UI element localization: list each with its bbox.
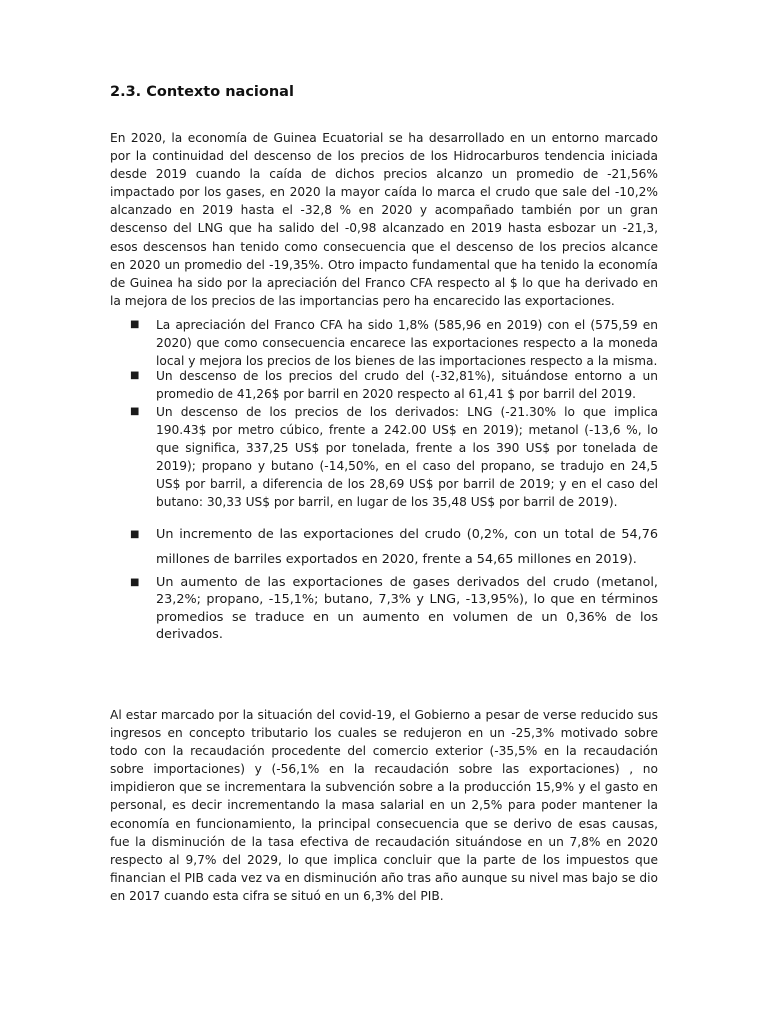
bullet-list [128,367,658,403]
bullet-square-icon: ■ [130,319,140,330]
list-item [128,523,658,572]
section-heading: 2.3. Contexto nacional [110,84,294,100]
list-item-text: La apreciación del Franco CFA ha sido 1,8% (585,96 en 2019) con el (575,59 en 2020) que como consecuencia encarece las exportaciones respecto a la moneda local y mejora los precios de los bienes de las importaciones respecto a la misma. [156,318,658,369]
bullet-list [128,316,658,370]
bullet-list [128,574,658,643]
bullet-list [128,403,658,512]
bullet-square-icon: ■ [130,577,140,588]
list-item [128,574,658,643]
list-item-text: Un descenso de los precios de los derivados: LNG (-21.30% lo que implica 190.43$ por metro cúbico, frente a 242.00 US$ en 2019); metanol (-13,6 %, lo que significa, 337,25 US$ por tonelada, frente a los 390 US$ por tonelada de 2019); propano y butano (-14,50%, en el caso del propano, se tradujo en 24,5 US$ por barril, a diferencia de los 28,69 US$ por barril de 2019; y en el caso del butano: 30,33 US$ por barril, en lugar de los 35,48 US$ por barril de 2019). [156,405,658,510]
list-item [128,403,658,512]
bullet-square-icon: ■ [130,370,140,381]
list-item-text: Un incremento de las exportaciones del crudo (0,2%, con un total de 54,76 millones de barriles exportados en 2020, frente a 54,65 millones en 2019). [156,527,658,567]
list-item-text: Un descenso de los precios del crudo del (-32,81%), situándose entorno a un promedio de 41,26$ por barril en 2020 respecto al 61,41 $ por barril del 2019. [156,369,658,402]
paragraph-covid-fiscal: Al estar marcado por la situación del covid-19, el Gobierno a pesar de verse reducido sus ingresos en concepto tributario los cuales se redujeron en un -25,3% motivado sobre todo con la recaudación procedente del comercio exterior (-35,5% en la recaudación sobre importaciones) y (-56,1% en la recaudación sobre las exportaciones) , no impidieron que se incrementara la subvención sobre a la producción 15,9% y el gasto en personal, es decir incrementando la masa salarial en un 2,5% para poder mantener la economía en funcionamiento, la principal consecuencia que se derivo de esas causas, fue la disminución de la tasa efectiva de recaudación situándose en un 7,8% en 2020 respecto al 9,7% del 2029, lo que implica concluir que la parte de los impuestos que financian el PIB cada vez va en disminución año tras año aunque su nivel mas bajo se dio en 2017 cuando esta cifra se situó en un 6,3% del PIB. [110,708,658,903]
paragraph-economy-context: En 2020, la economía de Guinea Ecuatorial se ha desarrollado en un entorno marcado por la continuidad del descenso de los precios de los Hidrocarburos tendencia iniciada desde 2019 cuando la caída de dichos precios alcanzo un promedio de -21,56% impactado por los gases, en 2020 la mayor caída lo marca el crudo que sale del -10,2% alcanzado en 2019 hasta el -32,8 % en 2020 y acompañado también por un gran descenso del LNG que ha salido del -0,98 alcanzado en 2019 hasta esbozar un -21,3, esos descensos han tenido como consecuencia que el descenso de los precios alcance en 2020 un promedio del -19,35%. Otro impacto fundamental que ha tenido la economía de Guinea ha sido por la apreciación del Franco CFA respecto al $ lo que ha derivado en la mejora de los precios de las importancias pero ha encarecido las exportaciones. [110,131,658,308]
bullet-list [128,523,658,572]
list-item-text: Un aumento de las exportaciones de gases derivados del crudo (metanol, 23,2%; propano, -15,1%; butano, 7,3% y LNG, -13,95%), lo que en términos promedios se traduce en un aumento en volumen de un 0,36% de los derivados. [156,575,658,642]
list-item [128,367,658,403]
bullet-square-icon: ■ [130,529,140,540]
list-item [128,316,658,370]
bullet-square-icon: ■ [130,406,140,417]
